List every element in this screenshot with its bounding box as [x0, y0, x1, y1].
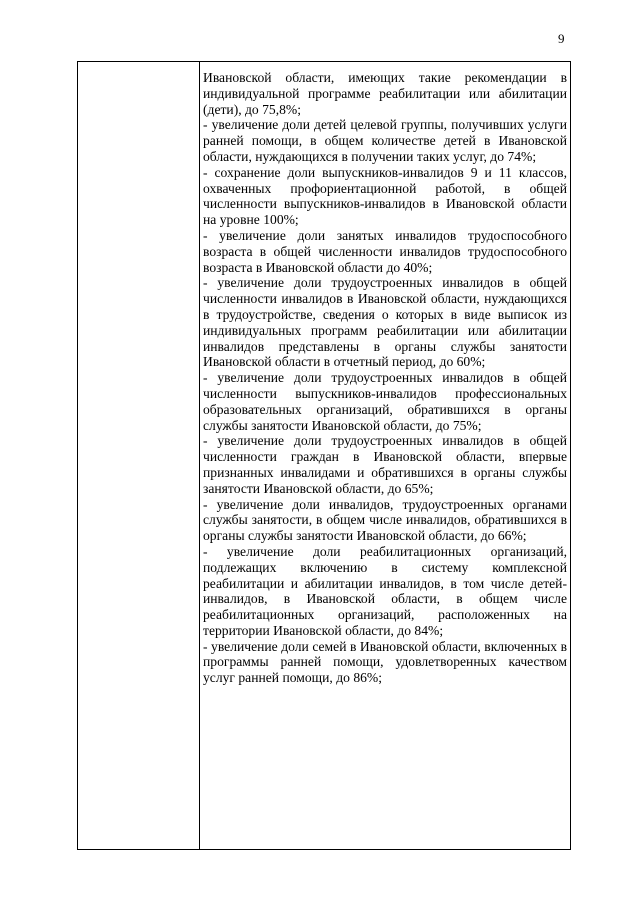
indicator-item: - увеличение доли трудоустроенных инвалидов в общей численности граждан в Ивановской области, впервые признанных инвалидами и обратившихся в органы службы занятости Ивановской области, до 65%; [203, 433, 567, 496]
indicator-item: - сохранение доли выпускников-инвалидов 9 и 11 классов, охваченных профориентационной работой, в общей численности выпускников-инвалидов в Ивановской области на уровне 100%; [203, 164, 567, 228]
indicators-cell [203, 70, 567, 686]
document-table [77, 61, 571, 850]
indicator-item: - увеличение доли семей в Ивановской области, включенных в программы ранней помощи, удовлетворенных качеством услуг ранней помощи, до 86%; [203, 638, 567, 686]
column-divider [199, 62, 200, 849]
page-number: 9 [558, 31, 565, 46]
indicator-item: - увеличение доли детей целевой группы, получивших услуги ранней помощи, в общем количестве детей в Ивановской области, нуждающихся в получении таких услуг, до 74%; [203, 117, 567, 164]
indicator-item: - увеличение доли занятых инвалидов трудоспособного возраста в общей численности инвалидов трудоспособного возраста в Ивановской области до 40%; [203, 227, 567, 275]
indicator-item: - увеличение доли инвалидов, трудоустроенных органами службы занятости, в общем числе инвалидов, обратившихся в органы службы занятости Ивановской области, до 66%; [203, 496, 567, 544]
indicator-item: - увеличение доли трудоустроенных инвалидов в общей численности инвалидов в Ивановской области, нуждающихся в трудоустройстве, сведения о которых в виде выписок из индивидуальных программ реабилитации или абилитации инвалидов представлены в органы службы занятости Ивановской области в отчетный период, до 60%; [203, 275, 567, 370]
indicator-item: Ивановской области, имеющих такие рекомендации в индивидуальной программе реабилитации или абилитации (дети), до 75,8%; [203, 70, 567, 117]
indicator-item: - увеличение доли реабилитационных организаций, подлежащих включению в систему комплексной реабилитации и абилитации инвалидов, в том числе детей-инвалидов, в Ивановской области, в общем числе реабилитационных организаций, расположенных на территории Ивановской области, до 84%; [203, 543, 567, 638]
indicator-item: - увеличение доли трудоустроенных инвалидов в общей численности выпускников-инвалидов профессиональных образовательных организаций, обратившихся в органы службы занятости Ивановской области, до 75%; [203, 370, 567, 433]
